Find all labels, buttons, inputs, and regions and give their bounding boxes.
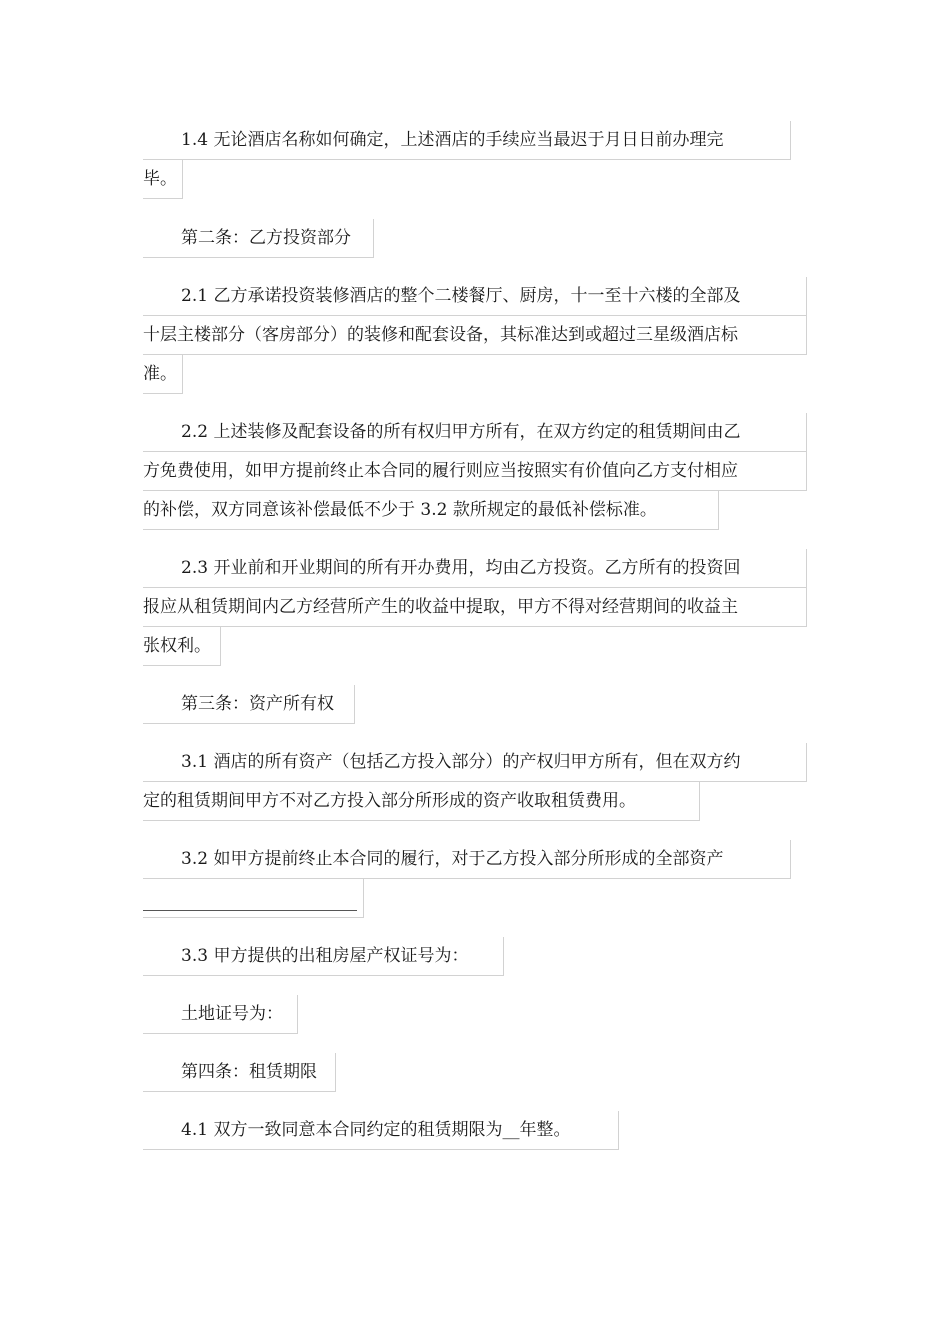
text-line: 2.2 上述装修及配套设备的所有权归甲方所有，在双方约定的租赁期间由乙 (143, 413, 807, 452)
heading-line: 第四条：租赁期限 (143, 1053, 336, 1092)
text-line: 毕。 (143, 160, 183, 199)
text-line: 张权利。 (143, 627, 221, 666)
blank-fill-line (143, 879, 364, 918)
clause-1-4 (143, 121, 791, 199)
text-line: 3.3 甲方提供的出租房屋产权证号为： (143, 937, 504, 976)
text-line: 的补偿，双方同意该补偿最低不少于 3.2 款所规定的最低补偿标准。 (143, 491, 719, 530)
text-line: 2.1 乙方承诺投资装修酒店的整个二楼餐厅、厨房，十一至十六楼的全部及 (143, 277, 807, 316)
clause-2-1 (143, 277, 807, 394)
clause-2-2 (143, 413, 807, 530)
clause-3-3 (143, 937, 504, 976)
text-line: 定的租赁期间甲方不对乙方投入部分所形成的资产收取租赁费用。 (143, 782, 700, 821)
text-line: 3.2 如甲方提前终止本合同的履行，对于乙方投入部分所形成的全部资产 (143, 840, 791, 879)
blank-underline (143, 886, 357, 911)
clause-3-2 (143, 840, 791, 918)
text-line: 报应从租赁期间内乙方经营所产生的收益中提取，甲方不得对经营期间的收益主 (143, 588, 807, 627)
text-line: 1.4 无论酒店名称如何确定，上述酒店的手续应当最迟于月日日前办理完 (143, 121, 791, 160)
text-line: 十层主楼部分（客房部分）的装修和配套设备，其标准达到或超过三星级酒店标 (143, 316, 807, 355)
text-line: 方免费使用，如甲方提前终止本合同的履行则应当按照实有价值向乙方支付相应 (143, 452, 807, 491)
heading-line: 第三条：资产所有权 (143, 685, 355, 724)
clause-2-3 (143, 549, 807, 666)
article-3-heading (143, 685, 355, 724)
text-line: 3.1 酒店的所有资产（包括乙方投入部分）的产权归甲方所有，但在双方约 (143, 743, 807, 782)
clause-3-1 (143, 743, 807, 821)
heading-line: 第二条：乙方投资部分 (143, 219, 374, 258)
article-2-heading (143, 219, 374, 258)
land-certificate-line (143, 995, 298, 1034)
text-line: 准。 (143, 355, 183, 394)
article-4-heading (143, 1053, 336, 1092)
text-line: 土地证号为： (143, 995, 298, 1034)
text-line: 2.3 开业前和开业期间的所有开办费用，均由乙方投资。乙方所有的投资回 (143, 549, 807, 588)
text-line: 4.1 双方一致同意本合同约定的租赁期限为__年整。 (143, 1111, 619, 1150)
clause-4-1 (143, 1111, 619, 1150)
